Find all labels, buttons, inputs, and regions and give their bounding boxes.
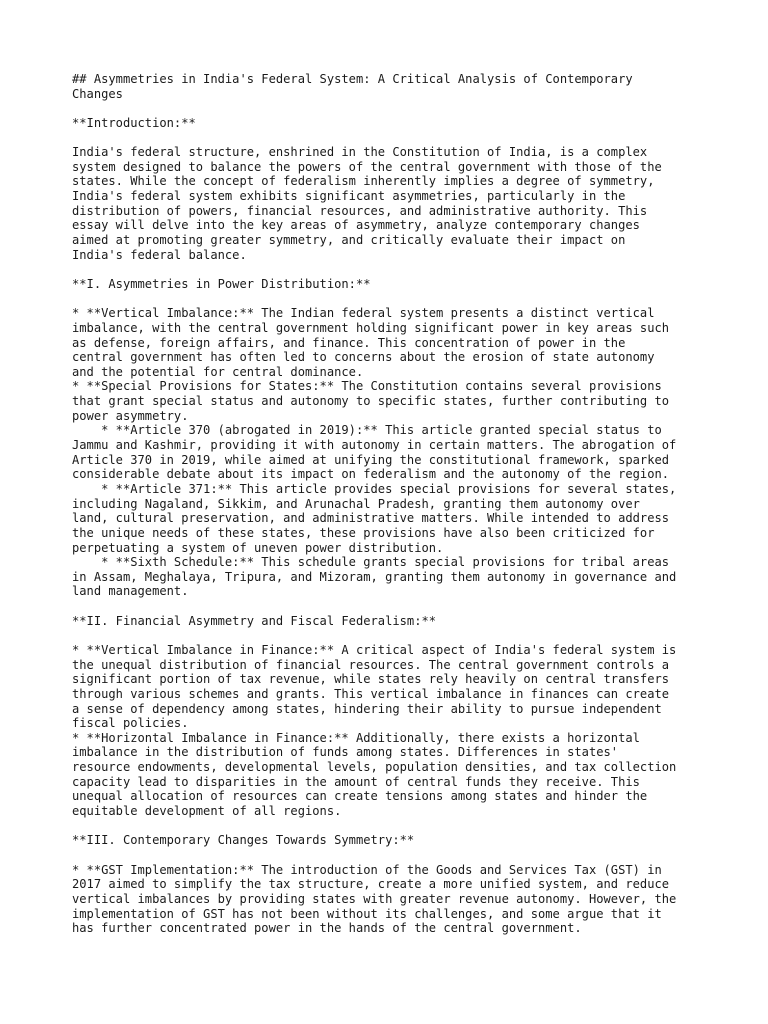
text-line: power asymmetry. [72, 408, 189, 423]
text-line: India's federal structure, enshrined in the Constitution of India, is a complex [72, 145, 648, 160]
text-line: capacity lead to disparities in the amount of central funds they receive. This [72, 774, 640, 789]
spacer [72, 292, 712, 307]
text-line: that grant special status and autonomy to specific states, further contributing to [72, 394, 670, 409]
text-line: equitable development of all regions. [72, 804, 342, 819]
text-line: central government has often led to concerns about the erosion of state autonomy [72, 350, 655, 365]
text-line: as defense, foreign affairs, and finance. This concentration of power in the [72, 335, 626, 350]
text-line: aimed at promoting greater symmetry, and critically evaluate their impact on [72, 233, 626, 248]
text-line: imbalance, with the central government holding significant power in key areas such [72, 320, 670, 335]
text-line: * **Special Provisions for States:** The Constitution contains several provisions [72, 379, 662, 394]
text-line: in Assam, Meghalaya, Tripura, and Mizoram, granting them autonomy in governance and [72, 569, 677, 584]
intro-heading: **Introduction:** [72, 115, 196, 130]
spacer [72, 819, 712, 834]
text-line: significant portion of tax revenue, while states rely heavily on central transfers [72, 672, 670, 687]
spacer [72, 101, 712, 116]
spacer [72, 131, 712, 146]
spacer [72, 848, 712, 863]
text-line: Article 370 in 2019, while aimed at unifying the constitutional framework, sparked [72, 452, 670, 467]
section-body-financial-asymmetry [72, 643, 712, 819]
text-line: unequal allocation of resources can create tensions among states and hinder the [72, 789, 648, 804]
text-line: * **Sixth Schedule:** This schedule grants special provisions for tribal areas [72, 555, 670, 570]
text-line: system designed to balance the powers of the central government with those of the [72, 159, 662, 174]
spacer [72, 628, 712, 643]
text-line: * **GST Implementation:** The introduction of the Goods and Services Tax (GST) in [72, 862, 662, 877]
text-line: land, cultural preservation, and administrative matters. While intended to address [72, 511, 670, 526]
document-title [72, 72, 712, 101]
text-line: including Nagaland, Sikkim, and Arunachal Pradesh, granting them autonomy over [72, 496, 640, 511]
text-line: * **Horizontal Imbalance in Finance:** Additionally, there exists a horizontal [72, 730, 640, 745]
title-line: ## Asymmetries in India's Federal System: A Critical Analysis of Contemporary [72, 72, 633, 86]
text-line: fiscal policies. [72, 716, 189, 731]
text-line: Jammu and Kashmir, providing it with autonomy in certain matters. The abrogation of [72, 438, 677, 453]
text-line: 2017 aimed to simplify the tax structure, create a more unified system, and reduce [72, 877, 670, 892]
spacer [72, 262, 712, 277]
title-line: Changes [72, 86, 123, 101]
text-line: essay will delve into the key areas of asymmetry, analyze contemporary changes [72, 218, 640, 233]
text-line: vertical imbalances by providing states with greater revenue autonomy. However, the [72, 891, 677, 906]
section-body-contemporary-changes [72, 863, 712, 936]
text-line: the unequal distribution of financial resources. The central government controls a [72, 657, 670, 672]
text-line: states. While the concept of federalism inherently implies a degree of symmetry, [72, 174, 655, 189]
text-line: * **Article 371:** This article provides special provisions for several states, [72, 481, 677, 496]
text-line: India's federal system exhibits significant asymmetries, particularly in the [72, 189, 626, 204]
section-body-power-distribution [72, 306, 712, 599]
section-heading-financial-asymmetry: **II. Financial Asymmetry and Fiscal Federalism:** [72, 613, 437, 628]
text-line: resource endowments, developmental levels, population densities, and tax collection [72, 760, 677, 775]
section-heading-power-distribution: **I. Asymmetries in Power Distribution:** [72, 276, 371, 291]
text-line: and the potential for central dominance. [72, 364, 364, 379]
text-line: has further concentrated power in the hands of the central government. [72, 921, 582, 936]
text-line: India's federal balance. [72, 247, 247, 262]
document-page [72, 72, 712, 936]
text-line: a sense of dependency among states, hindering their ability to pursue independent [72, 701, 662, 716]
text-line: * **Vertical Imbalance in Finance:** A critical aspect of India's federal system is [72, 642, 677, 657]
text-line: implementation of GST has not been without its challenges, and some argue that it [72, 906, 662, 921]
text-line: * **Article 370 (abrogated in 2019):** This article granted special status to [72, 423, 662, 438]
text-line: * **Vertical Imbalance:** The Indian federal system presents a distinct vertical [72, 306, 655, 321]
spacer [72, 599, 712, 614]
text-line: the unique needs of these states, these provisions have also been criticized for [72, 525, 655, 540]
text-line: distribution of powers, financial resources, and administrative authority. This [72, 203, 648, 218]
text-line: through various schemes and grants. This vertical imbalance in finances can create [72, 686, 670, 701]
intro-paragraph [72, 145, 712, 262]
text-line: perpetuating a system of uneven power distribution. [72, 540, 444, 555]
text-line: considerable debate about its impact on federalism and the autonomy of the region. [72, 467, 670, 482]
section-heading-contemporary-changes: **III. Contemporary Changes Towards Symmetry:** [72, 833, 415, 848]
text-line: imbalance in the distribution of funds among states. Differences in states' [72, 745, 619, 760]
text-line: land management. [72, 584, 189, 599]
